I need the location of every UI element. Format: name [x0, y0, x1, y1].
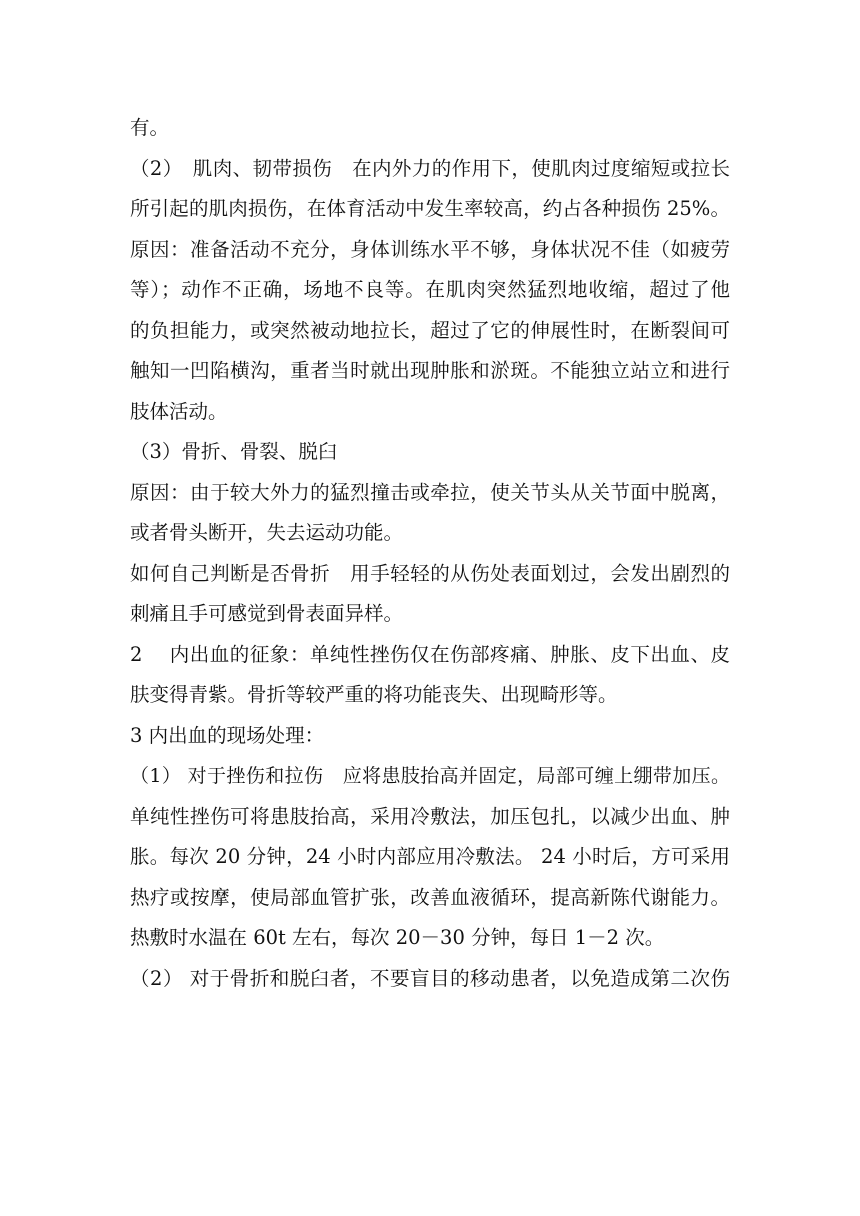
- text-line: （1） 对于挫伤和拉伤 应将患肢抬高并固定，局部可缠上绷带加压。: [130, 765, 730, 787]
- text-line: 或者骨头断开，失去运动功能。: [130, 521, 404, 544]
- text-line: 原因：准备活动不充分，身体训练水平不够，身体状况不佳（如疲劳: [130, 237, 730, 261]
- text-line: 等）；动作不正确，场地不良等。在肌肉突然猛烈地收缩，超过了他: [130, 278, 730, 301]
- text-line: 如何自己判断是否骨折 用手轻轻的从伤处表面划过，会发出剧烈的: [130, 561, 730, 585]
- text-line: 3 内出血的现场处理：: [130, 723, 325, 747]
- text-line: 原因：由于较大外力的猛烈撞击或牵拉，使关节头从关节面中脱离，: [130, 480, 730, 504]
- text-line: 胀。每次 20 分钟，24 小时内部应用冷敷法。 24 小时后，方可采用: [130, 845, 730, 868]
- text-line: 有。: [130, 116, 170, 139]
- text-line: （2） 对于骨折和脱臼者，不要盲目的移动患者，以免造成第二次伤: [130, 966, 730, 990]
- text-line: 热敷时水温在 60t 左右，每次 20－30 分钟，每日 1－2 次。: [130, 926, 665, 949]
- text-line: 触知一凹陷横沟，重者当时就出现肿胀和淤斑。不能独立站立和进行: [130, 359, 730, 382]
- text-line: 单纯性挫伤可将患肢抬高，采用冷敷法，加压包扎，以减少出血、肿: [130, 804, 730, 828]
- text-line: （2） 肌肉、韧带损伤 在内外力的作用下，使肌肉过度缩短或拉长: [130, 156, 730, 180]
- text-line: 肢体活动。: [130, 399, 228, 423]
- text-line: 所引起的肌肉损伤，在体育活动中发生率较高，约占各种损伤 25%。: [130, 197, 730, 220]
- text-line: （3）骨折、骨裂、脱臼: [130, 440, 338, 463]
- text-line: 刺痛且手可感觉到骨表面异样。: [130, 602, 404, 625]
- text-line: 2 内出血的征象：单纯性挫伤仅在伤部疼痛、肿胀、皮下出血、皮: [130, 642, 730, 666]
- text-line: 肤变得青紫。骨折等较严重的将功能丧失、出现畸形等。: [130, 683, 618, 706]
- document-body: [130, 108, 730, 999]
- text-line: 热疗或按摩，使局部血管扩张，改善血液循环，提高新陈代谢能力。: [130, 885, 730, 909]
- text-line: 的负担能力，或突然被动地拉长，超过了它的伸展性时，在断裂间可: [130, 318, 730, 342]
